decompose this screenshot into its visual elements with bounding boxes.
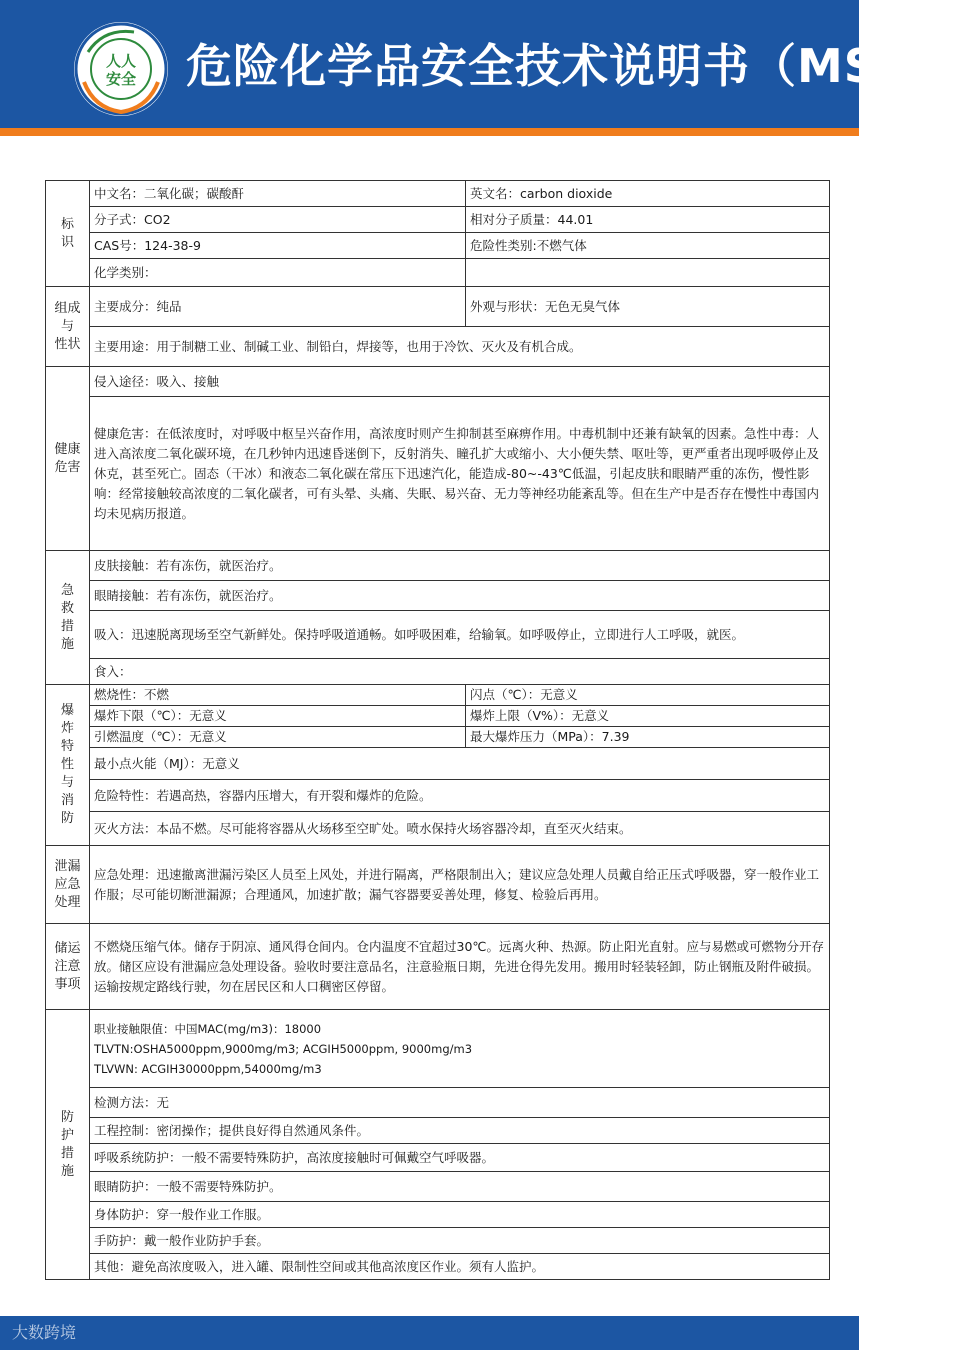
- header-bar: [0, 0, 973, 128]
- msds-table: [45, 180, 830, 1280]
- accent-divider: [0, 128, 859, 136]
- appearance-cell: 外观与形状：无色无臭气体: [466, 287, 830, 327]
- flash-point-cell: 闪点（℃）：无意义: [466, 685, 830, 706]
- cat-label: 防 护 措 施: [60, 1109, 74, 1179]
- respiratory-cell: 呼吸系统防护：一般不需要特殊防护，高浓度接触时可佩戴空气呼吸器。: [90, 1144, 830, 1172]
- detection-cell: 检测方法：无: [90, 1088, 830, 1118]
- route-cell: 侵入途径：吸入、接触: [90, 367, 830, 397]
- category-storage: [46, 924, 90, 1010]
- eye-protection-cell: 眼睛防护：一般不需要特殊防护。: [90, 1172, 830, 1202]
- main-component-cell: 主要成分：纯品: [90, 287, 466, 327]
- leak-cell: 应急处理：迅速撤离泄漏污染区人员至上风处，并进行隔离，严格限制出入；建议应急处理人员戴自给正压式呼吸器，穿一般作业工作服；尽可能切断泄漏源；合理通风，加速扩散；漏气容器要妥善处理，修复、检验后再用。: [90, 846, 830, 924]
- body-protection-cell: 身体防护：穿一般作业工作服。: [90, 1202, 830, 1228]
- cat-label: 标 识: [60, 216, 74, 250]
- extinguish-cell: 灭火方法：本品不燃。尽可能将容器从火场移至空旷处。喷水保持火场容器冷却，直至灭火结束。: [90, 812, 830, 846]
- category-fire: [46, 685, 90, 846]
- ingestion-cell: 食入：: [90, 659, 830, 685]
- hazard-props-cell: 危险特性：若遇高热，容器内压增大，有开裂和爆炸的危险。: [90, 780, 830, 812]
- category-leak: [46, 846, 90, 924]
- exposure-limit-cell: [90, 1010, 830, 1088]
- exposure-limit-line: TLVTN:OSHA5000ppm,9000mg/m3; ACGIH5000ppm, 9000mg/m3: [94, 1041, 473, 1056]
- svg-text:安全: 安全: [105, 70, 137, 88]
- safety-logo-icon: [74, 22, 168, 116]
- hazard-class-cell: 危险性类别:不燃气体: [466, 233, 830, 259]
- page-title: 危险化学品安全技术说明书（MSDS): [186, 39, 973, 93]
- usage-cell: 主要用途：用于制糖工业、制碱工业、制铅白，焊接等，也用于冷饮、灭火及有机合成。: [90, 327, 830, 367]
- empty-cell: [466, 259, 830, 287]
- engineering-cell: 工程控制：密闭操作；提供良好得自然通风条件。: [90, 1118, 830, 1144]
- skin-contact-cell: 皮肤接触：若有冻伤，就医治疗。: [90, 551, 830, 581]
- cn-name-cell: 中文名：二氧化碳；碳酸酐: [90, 181, 466, 207]
- cat-label: 健康 危害: [54, 441, 81, 475]
- ignition-temp-cell: 引燃温度（℃）：无意义: [90, 727, 466, 748]
- cas-cell: CAS号：124-38-9: [90, 233, 466, 259]
- footer-bar: [0, 1316, 859, 1350]
- hand-protection-cell: 手防护：戴一般作业防护手套。: [90, 1228, 830, 1254]
- en-name-cell: 英文名：carbon dioxide: [466, 181, 830, 207]
- cat-label: 急 救 措 施: [60, 582, 74, 652]
- exposure-limit-line: TLVWN: ACGIH30000ppm,54000mg/m3: [94, 1061, 322, 1076]
- category-identity: [46, 181, 90, 287]
- category-composition: [46, 287, 90, 367]
- min-energy-cell: 最小点火能（MJ）：无意义: [90, 748, 830, 780]
- flammability-cell: 燃烧性：不燃: [90, 685, 466, 706]
- category-health: [46, 367, 90, 551]
- cat-label: 储运 注意 事项: [54, 940, 81, 992]
- exposure-limit-line: 职业接触限值：中国MAC(mg/m3)：18000: [94, 1021, 322, 1036]
- other-cell: 其他：避免高浓度吸入，进入罐、限制性空间或其他高浓度区作业。须有人监护。: [90, 1254, 830, 1280]
- svg-text:人人: 人人: [105, 52, 137, 70]
- category-protection: [46, 1010, 90, 1280]
- watermark-logo: 大数跨境: [12, 1323, 77, 1342]
- category-first-aid: [46, 551, 90, 685]
- cat-label: 组成 与 性状: [54, 300, 81, 352]
- health-hazard-cell: 健康危害：在低浓度时，对呼吸中枢呈兴奋作用，高浓度时则产生抑制甚至麻痹作用。中毒机制中还兼有缺氧的因素。急性中毒：人进入高浓度二氧化碳环境，在几秒钟内迅速昏迷倒下，反射消失、瞳孔扩大或缩小、大小便失禁、呕吐等，更严重者出现呼吸停止及休克，甚至死亡。固态（干冰）和液态二氧化碳在常压下迅速汽化，能造成-80~-43℃低温，引起皮肤和眼睛严重的冻伤，慢性影响：经常接触较高浓度的二氧化碳者，可有头晕、头痛、失眠、易兴奋、无力等神经功能紊乱等。但在生产中是否存在慢性中毒国内均未见病历报道。: [90, 397, 830, 551]
- formula-cell: 分子式：CO2: [90, 207, 466, 233]
- chem-class-cell: 化学类别：: [90, 259, 466, 287]
- lower-limit-cell: 爆炸下限（℃）：无意义: [90, 706, 466, 727]
- storage-cell: 不燃烧压缩气体。储存于阴凉、通风得仓间内。仓内温度不宜超过30℃。远离火种、热源。防止阳光直射。应与易燃或可燃物分开存放。储区应设有泄漏应急处理设备。验收时要注意品名，注意验瓶日期，先进仓得先发用。搬用时轻装轻卸，防止钢瓶及附件破损。运输按规定路线行驶，勿在居民区和人口稠密区停留。: [90, 924, 830, 1010]
- cat-label: 爆 炸 特 性 与 消 防: [60, 703, 74, 826]
- mol-weight-cell: 相对分子质量：44.01: [466, 207, 830, 233]
- eye-contact-cell: 眼睛接触：若有冻伤，就医治疗。: [90, 581, 830, 611]
- safety-logo: [74, 22, 168, 116]
- cat-label: 泄漏 应急 处理: [54, 858, 81, 910]
- inhalation-cell: 吸入：迅速脱离现场至空气新鲜处。保持呼吸道通畅。如呼吸困难，给输氧。如呼吸停止，立即进行人工呼吸，就医。: [90, 611, 830, 659]
- max-pressure-cell: 最大爆炸压力（MPa）：7.39: [466, 727, 830, 748]
- upper-limit-cell: 爆炸上限（V%）：无意义: [466, 706, 830, 727]
